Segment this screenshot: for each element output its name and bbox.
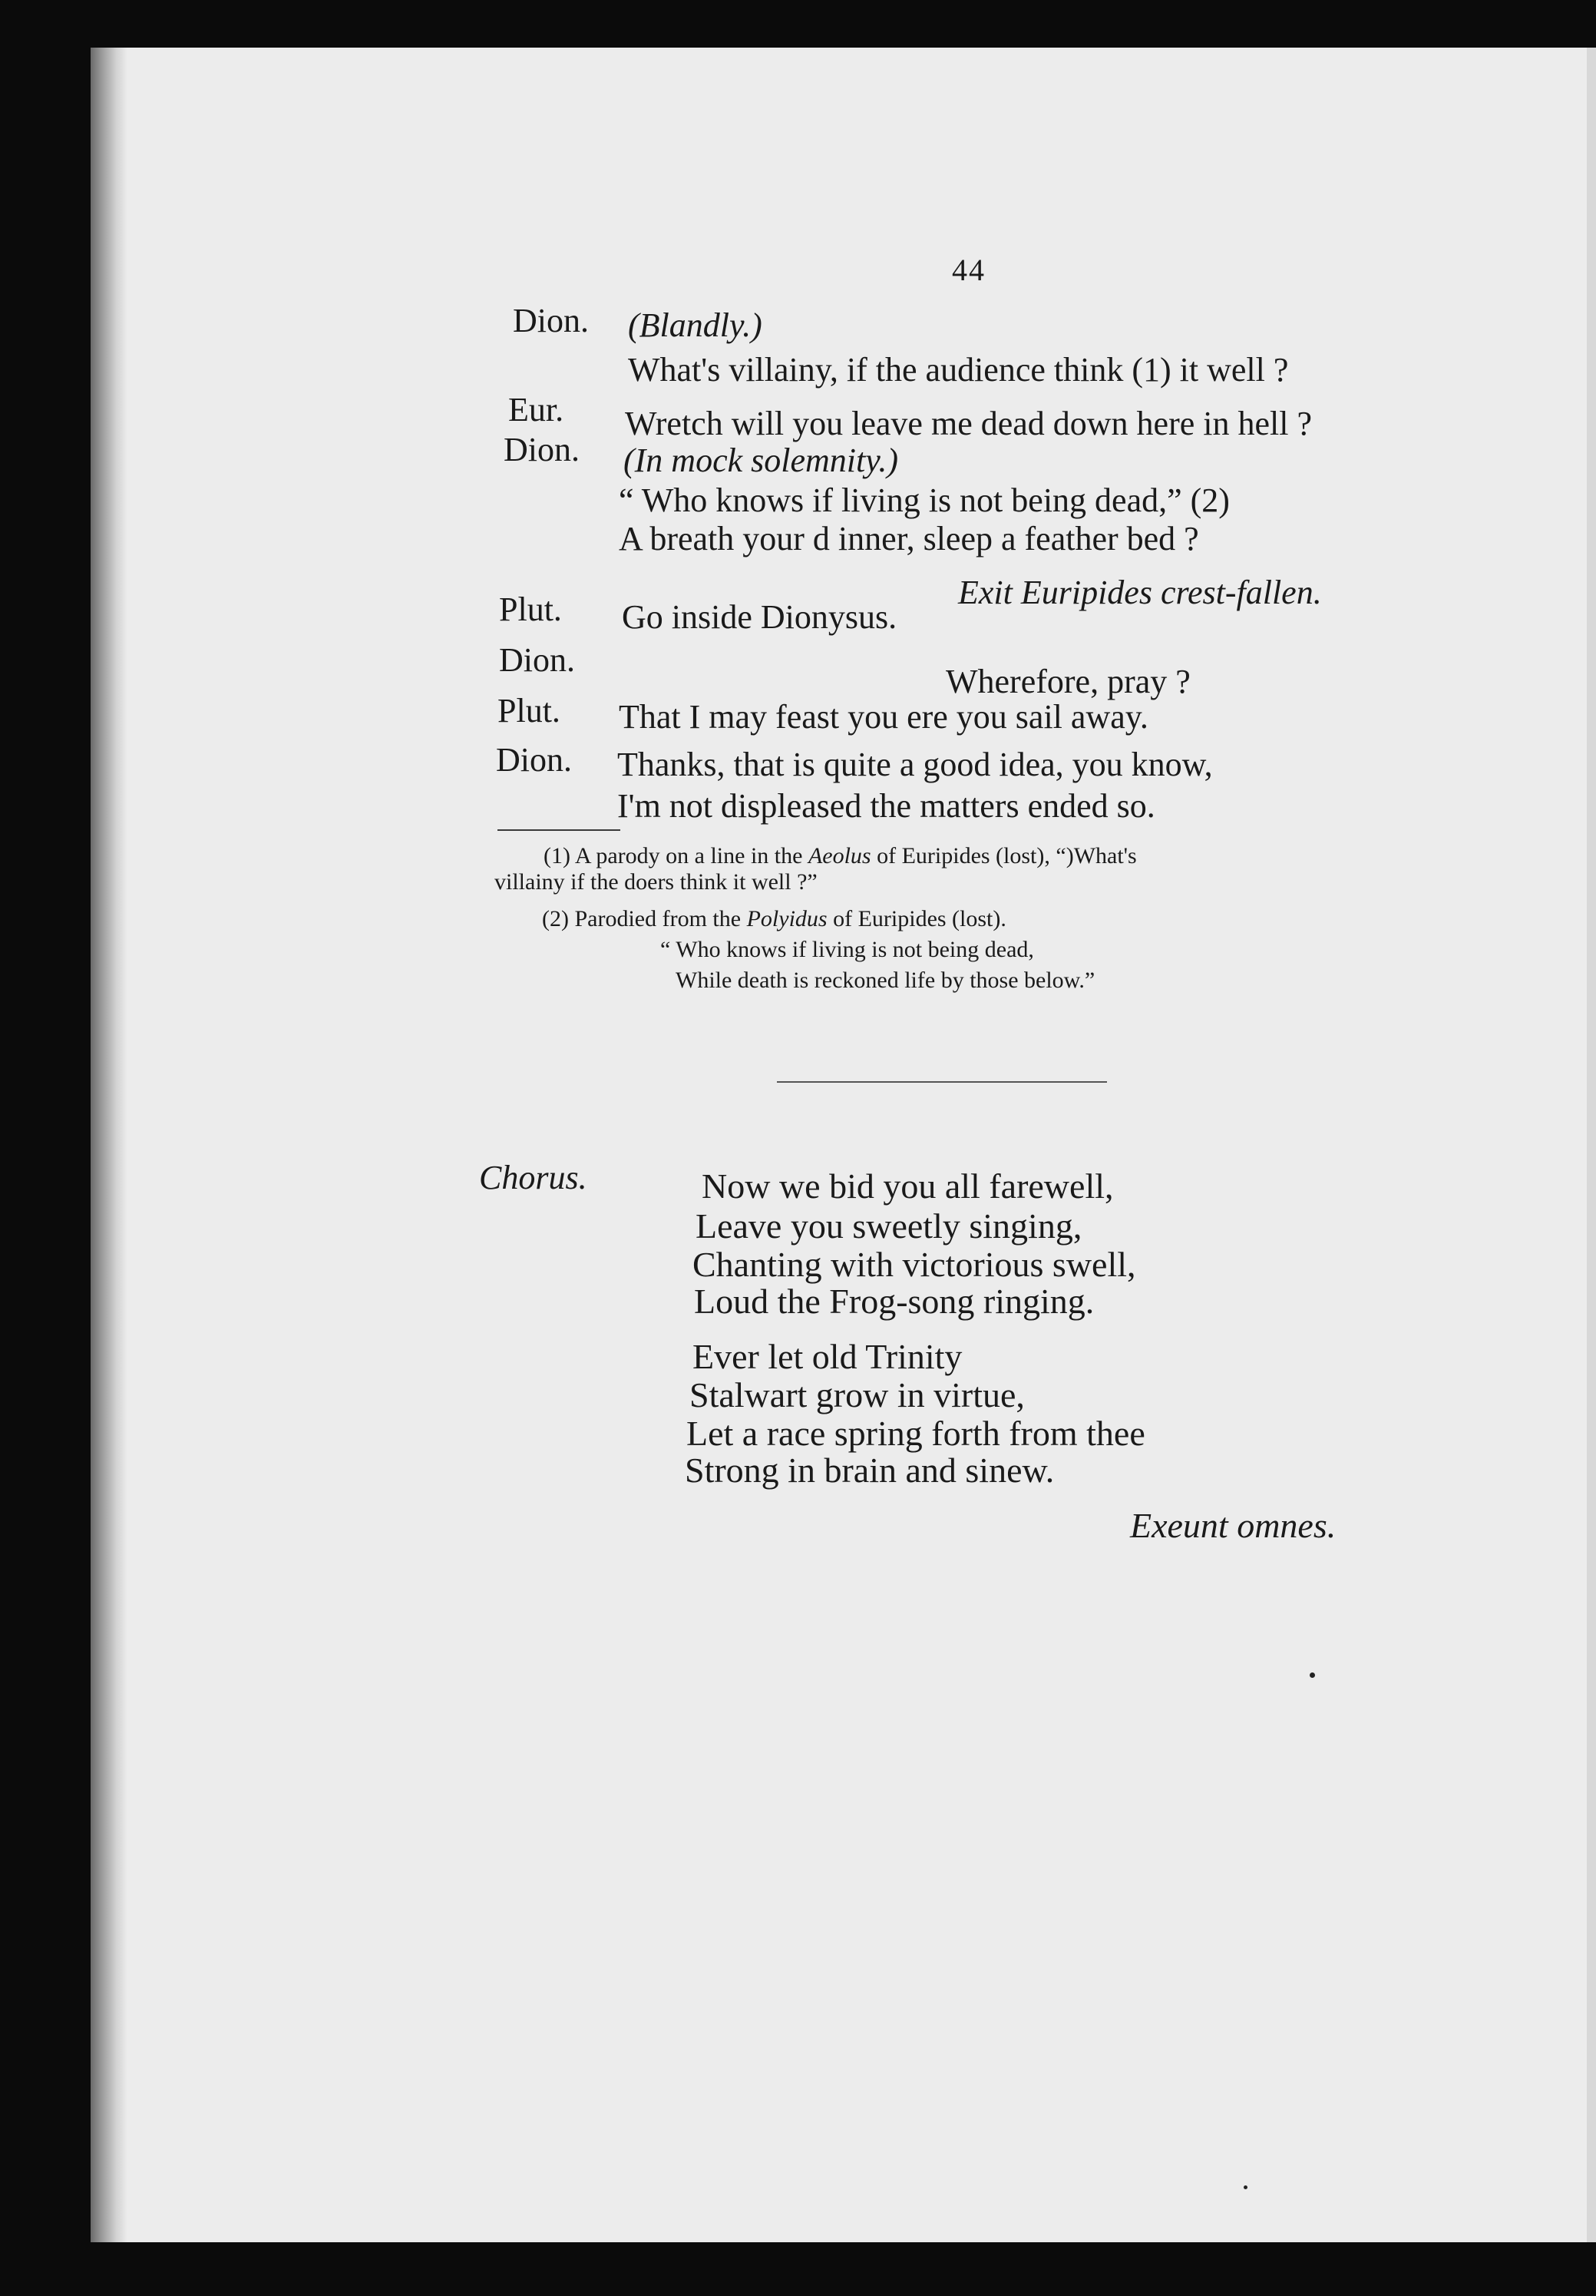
footnote-text: of Euripides (lost), “)What's: [877, 843, 1137, 868]
section-divider: [777, 1081, 1107, 1083]
speaker-chorus: Chorus.: [479, 1159, 587, 1196]
page-edge: [1587, 48, 1596, 2242]
speaker-dion: Dion.: [496, 741, 572, 779]
verse-line: Strong in brain and sinew.: [685, 1451, 1055, 1490]
page-number: 44: [952, 253, 986, 287]
dialogue-line: I'm not displeased the matters ended so.: [617, 787, 1155, 825]
footnote-work-title: Polyidus: [746, 906, 828, 931]
dialogue-line: Wretch will you leave me dead down here in hell ?: [625, 405, 1312, 442]
speaker-plut: Plut.: [497, 692, 560, 729]
stage-direction: (Blandly.): [628, 306, 762, 344]
footnote-1-cont: villainy if the doers think it well ?”: [494, 869, 818, 895]
page-gutter-shadow: [91, 48, 127, 2242]
footnote-text: (2) Parodied from the: [542, 906, 742, 931]
footnote-rule: [497, 829, 620, 831]
verse-line: Ever let old Trinity: [692, 1337, 963, 1376]
footnote-text: (1) A parody on a line in the: [544, 843, 803, 868]
verse-line: Let a race spring forth from thee: [686, 1414, 1145, 1453]
footnote-2-quote: “ Who knows if living is not being dead,: [660, 937, 1034, 962]
footnote-work-title: Aeolus: [808, 843, 871, 868]
stage-direction-exeunt: Exeunt omnes.: [1130, 1506, 1337, 1545]
verse-line: Loud the Frog-song ringing.: [694, 1282, 1095, 1321]
footnote-2-quote: While death is reckoned life by those below.”: [676, 968, 1095, 993]
dialogue-line: Go inside Dionysus.: [622, 598, 897, 636]
verse-line: Leave you sweetly singing,: [696, 1206, 1082, 1246]
speaker-eur: Eur.: [508, 391, 564, 428]
footnote-1: [544, 843, 1137, 869]
print-speck: [1244, 2185, 1247, 2189]
dialogue-line: A breath your d inner, sleep a feather bed ?: [619, 520, 1199, 557]
speaker-plut: Plut.: [499, 591, 562, 628]
footnote-2: [542, 906, 1006, 932]
verse-line: Stalwart grow in virtue,: [689, 1375, 1025, 1414]
footnote-text: of Euripides (lost).: [833, 906, 1006, 931]
verse-line: Chanting with victorious swell,: [692, 1245, 1136, 1284]
stage-direction: (In mock solemnity.): [623, 442, 898, 479]
speaker-dion: Dion.: [513, 302, 589, 339]
verse-line: Now we bid you all farewell,: [702, 1166, 1114, 1206]
print-speck: [1310, 1672, 1315, 1678]
dialogue-line: Wherefore, pray ?: [946, 663, 1191, 700]
stage-direction-exit: Exit Euripides crest-fallen.: [958, 574, 1322, 611]
dialogue-line: Thanks, that is quite a good idea, you know,: [617, 746, 1213, 783]
speaker-dion: Dion.: [504, 431, 580, 468]
dialogue-line: What's villainy, if the audience think (1) it well ?: [628, 351, 1289, 389]
speaker-dion: Dion.: [499, 641, 575, 679]
dialogue-line: That I may feast you ere you sail away.: [619, 698, 1148, 736]
dialogue-line: “ Who knows if living is not being dead,” (2): [619, 481, 1230, 519]
